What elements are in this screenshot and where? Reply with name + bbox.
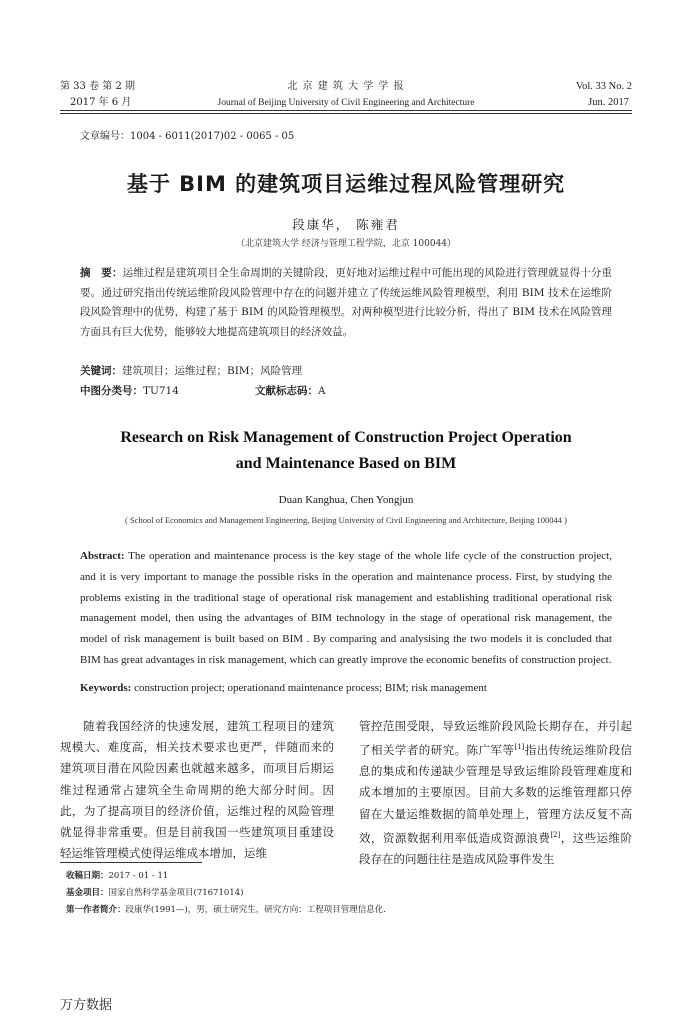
citation-1: [1]	[514, 743, 525, 752]
journal-name-en: Journal of Beijing University of Civil Engineering and Architecture	[217, 98, 475, 108]
volume-issue-en: Vol. 33 No. 2	[575, 81, 632, 92]
abstract-cn	[80, 264, 612, 342]
title-en-line2: and Maintenance Based on BIM	[235, 455, 457, 472]
doc-code-label: 文献标志码：	[255, 385, 318, 397]
journal-name-cn: 北 京 建 筑 大 学 学 报	[287, 81, 405, 92]
authors-cn: 段康华， 陈雍君	[292, 217, 400, 232]
footnote-fund	[66, 885, 243, 902]
title-cn: 基于 BIM 的建筑项目运维过程风险管理研究	[126, 172, 566, 196]
date-cn: 2017 年 6 月	[70, 97, 132, 108]
citation-2: [2]	[550, 830, 561, 839]
abstract-en-label: Abstract:	[80, 550, 125, 562]
date-en: Jun. 2017	[588, 97, 629, 108]
article-number: 文章编号：1004 - 6011(2017)02 - 0065 - 05	[80, 131, 295, 142]
abstract-en	[80, 546, 612, 671]
title-en-line1: Research on Risk Management of Construction Project Operation	[120, 429, 572, 446]
received-label: 收稿日期：	[66, 871, 109, 881]
clc-number	[80, 383, 179, 398]
body-left-column: 随着我国经济的快速发展，建筑工程项目的建筑规模大、难度高，相关技术要求也更严，伴随而来的建筑项目潜在风险因素也就越来越多，而项目后期运维过程通常占建筑全生命周期的绝大部分时间。因此，为了提高项目的经济价值，运维过程的风险管理就显得非常重要。但是目前我国一些建筑项目重建设轻运维管理模式使得运维成本增加，运维	[60, 719, 334, 861]
footnote-rule	[60, 862, 202, 863]
keywords-en-label: Keywords:	[80, 682, 132, 694]
body-right-text-2: 指出传统运维阶段信息的集成和传递缺少管理是导致运维阶段管理难度和成本增加的主要原因。目前大多数的运维管理都只停留在大量运维数据的简单处理上，管理方法反复不高效，资源数据利用率低造成资源浪费	[359, 743, 633, 845]
watermark: 万方数据	[60, 998, 113, 1013]
clc-value: TU714	[143, 385, 179, 397]
keywords-cn-text: 建筑项目；运维过程；BIM；风险管理	[122, 365, 303, 377]
body-right-text-1: 管控范围受限，导致运维阶段风险长期存在，并引起了相关学者的研究。陈广军等	[359, 719, 632, 758]
fund-label: 基金项目：	[66, 888, 109, 898]
abstract-cn-text: 运维过程是建筑项目全生命周期的关键阶段，更好地对运维过程中可能出现的风险进行管理就显得十分重要。通过研究指出传统运维阶段风险管理中存在的问题并建立了传统运维风险管理模型，利用 BIM 技术在运维阶段风险管理中的优势，构建了基于 BIM 的风险管理模型。对两种模型进行比较分析，得出了 BIM 技术在风险管理方面具有巨大优势，能够较大地提高建筑项目的经济效益。	[80, 267, 613, 338]
body-right-text-3: ，这些运维阶段存在的问题往往是造成风险事件发生	[359, 830, 632, 866]
affiliation-cn: （北京建筑大学 经济与管理工程学院，北京 100044）	[235, 239, 457, 249]
author-bio-value: 段康华(1991—)，男，硕士研究生，研究方向：工程项目管理信息化.	[125, 905, 386, 915]
abstract-en-text: The operation and maintenance process is the key stage of the whole life cycle of the construction project, and it is very important to manage the possible risks in the operation and maintenance process. First, by studying the problems existing in the traditional stage of operational risk management and establishing traditional operational risk management model, then using the advantages of BIM technology in the stage of operational risk management, the model of risk management is built based on BIM . By comparing and analysising the two models it is concluded that BIM has great advantages in risk management, which can greatly improve the economic benefits of construction project.	[80, 550, 612, 666]
header-rule-thin	[60, 113, 632, 114]
author-bio-label: 第一作者简介：	[66, 905, 126, 915]
affiliation-en: ( School of Economics and Management Engineering, Beijing University of Civil Engineering and Architecture, Beijing 100044 )	[125, 515, 567, 525]
footnote-author	[66, 902, 386, 919]
clc-label: 中图分类号：	[80, 385, 143, 397]
abstract-cn-label: 摘 要：	[80, 267, 123, 279]
keywords-en	[80, 682, 612, 694]
keywords-en-text: construction project; operationand maintenance process; BIM; risk management	[131, 682, 487, 694]
volume-issue-cn: 第 33 卷 第 2 期	[60, 81, 135, 92]
doc-code-value: A	[318, 385, 326, 397]
footnote-received	[66, 868, 168, 885]
body-right-column	[359, 716, 632, 870]
keywords-cn-label: 关键词：	[80, 365, 122, 377]
fund-value: 国家自然科学基金项目(71671014)	[108, 888, 244, 898]
received-value: 2017 - 01 - 11	[108, 871, 169, 881]
keywords-cn	[80, 363, 612, 378]
authors-en: Duan Kanghua, Chen Yongjun	[278, 494, 414, 506]
doc-code	[255, 383, 326, 398]
header-rule	[60, 110, 632, 111]
